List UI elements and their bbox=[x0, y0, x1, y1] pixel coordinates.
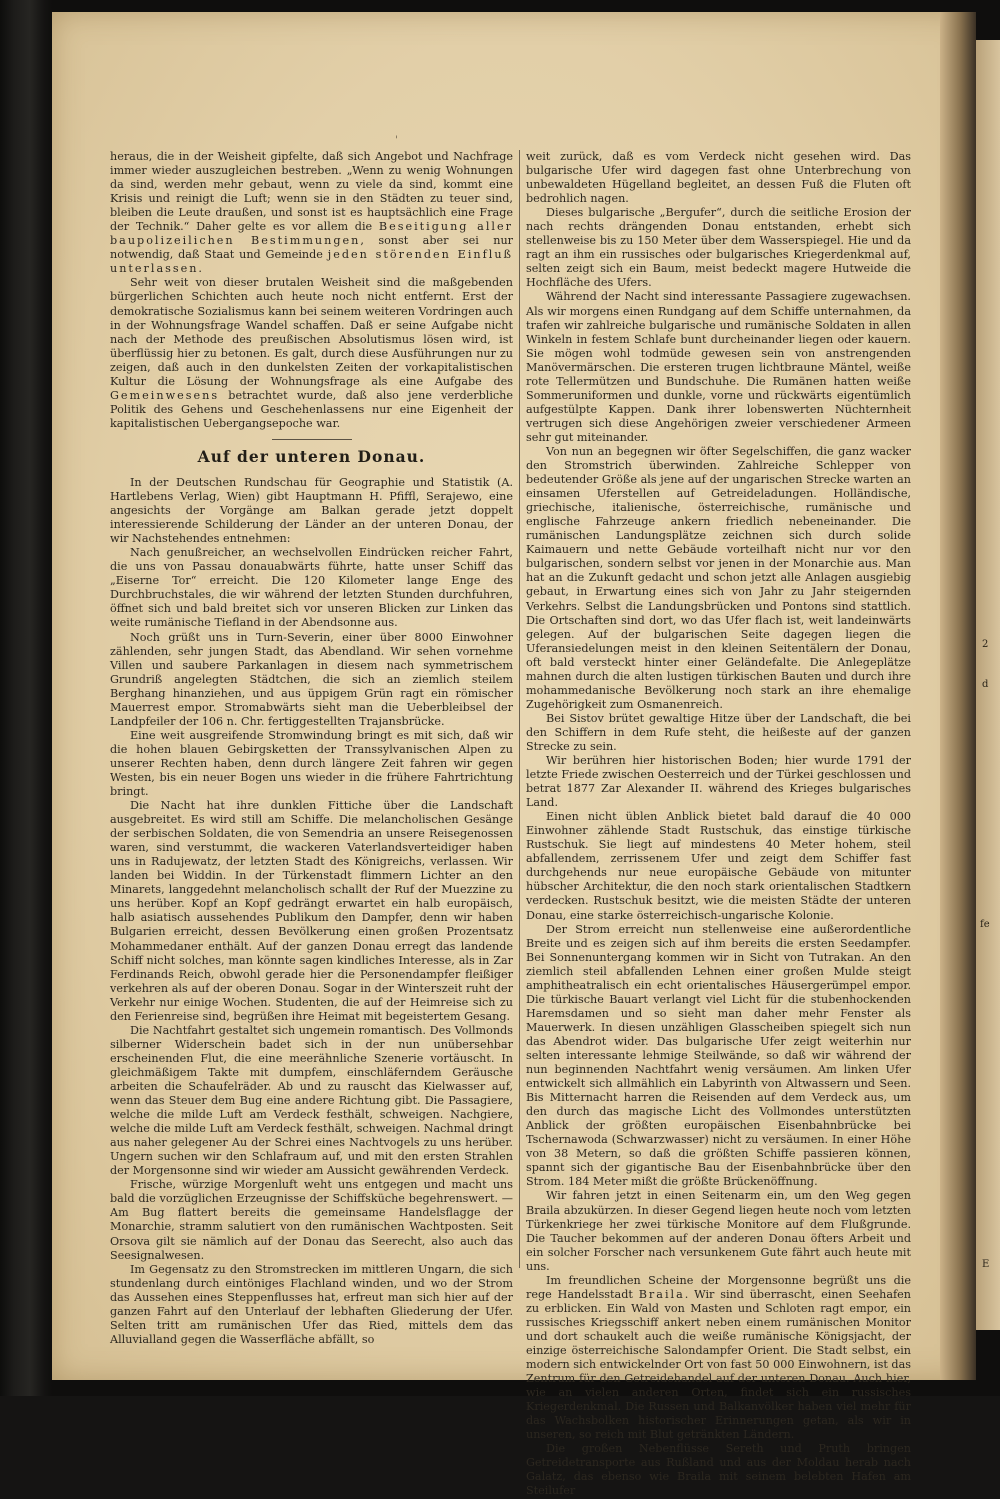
edge-fragment: 2 bbox=[982, 639, 989, 650]
section-divider bbox=[272, 439, 352, 440]
paragraph: Im Gegensatz zu den Stromstrecken im mittleren Ungarn, die sich stundenlang durch eintöniges Flachland winden, und wo der Strom das Aussehen eines Steppenflusses hat, erfreut man sich hier auf der ganzen Fahrt auf den Unterlauf der lebhaften Gliederung der Ufer. Selten tritt am rumänischen Ufer das Ried, mittels dem das Alluvialland gegen die Wasserfläche abfällt, so bbox=[110, 1262, 513, 1346]
paragraph: Eine weit ausgreifende Stromwindung bringt es mit sich, daß wir die hohen blauen Gebirgsketten der Transsylvanischen Alpen zu unserer Rechten haben, denn durch längere Zeit fahren wir gegen Westen, bis ein neuer Bogen uns wieder in die frühere Fahrtrichtung bringt. bbox=[110, 728, 513, 799]
paragraph: Einen nicht üblen Anblick bietet bald darauf die 40 000 Einwohner zählende Stadt Rustschuk, das einstige türkische Rustschuk. Sie liegt auf mindestens 40 Meter hohem, steil abfallendem, zerrissenem Ufer und zeigt dem Schiffer fast durchgehends nur neue europäische Gebäude von mitunter hübscher Architektur, die den noch stark orientalischen Stadtkern verdecken. Rustschuk besitzt, wie die meisten Städte der unteren Donau, eine starke österreichisch-ungarische Kolonie. bbox=[526, 810, 911, 922]
paragraph: Der Strom erreicht nun stellenweise eine außerordentliche Breite und es zeigen sich auf ihm bereits die ersten Seedampfer. Bei Sonnenuntergang kommen wir in Sicht von Tutrakan. An den ziemlich steil abfallenden Lehnen einer großen Mulde steigt amphitheatralisch ein echt orientalisches Häusergerümpel empor. Die türkische Bauart verlangt viel Licht für die stubenhockenden Haremsdamen und so sieht man daher mehr Fenster als Mauerwerk. In diesen unzähligen Glasscheiben spiegelt sich nun das Abendrot wider. Das bulgarische Ufer zeigt weiterhin nur selten interessante lehmige Steilwände, so daß wir während der nun beginnenden Nachtfahrt wenig versäumen. Am linken Ufer entwickelt sich allmählich ein Labyrinth von Altwassern und Seen. Bis Mitternacht harren die Reisenden auf dem Verdeck aus, um den durch das magische Licht des Vollmondes unterstützten Anblick der größten europäischen Eisenbahnbrücke bei Tschernawoda (Schwarzwasser) nicht zu versäumen. In einer Höhe von 38 Metern, so daß die größten Schiffe passieren können, spannt sich der gigantische Bau der Eisenbahnbrücke über den Strom. 184 Meter mißt die größte Brückenöffnung. bbox=[526, 922, 911, 1189]
paragraph: Noch grüßt uns in Turn-Severin, einer über 8000 Einwohner zählenden, sehr jungen Stadt, das Abendland. Wir sehen vornehme Villen und saubere Parkanlagen in diesem nach symmetrischem Grundriß angelegten Städtchen, die sich an ziemlich steilem Berghang hinanziehen, und aus üppigem Grün ragt ein römischer Mauerrest empor. Stromabwärts sieht man die Ueberbleibsel der Landpfeiler der 106 n. Chr. fertiggestellten Trajansbrücke. bbox=[110, 630, 513, 728]
paragraph: Die Nacht hat ihre dunklen Fittiche über die Landschaft ausgebreitet. Es wird still am Schiffe. Die melancholischen Gesänge der serbischen Soldaten, die von Semendria an unsere Reisegenossen waren, sind verstummt, die wackeren Vaterlandsverteidiger haben uns in Radujewatz, der letzten Stadt des Königreichs, verlassen. Wir landen bei Widdin. In der Türkenstadt flimmern Lichter an den Minarets, langgedehnt melancholisch schallt der Ruf der Muezzine zu uns herüber. Kopf an Kopf gedrängt erwartet ein halb europäisch, halb asiatisch aussehendes Publikum den Dampfer, denn wir haben Bulgarien erreicht, dessen Bevölkerung einen großen Prozentsatz Mohammedaner enthält. Auf der ganzen Donau erregt das landende Schiff nicht solches, man könnte sagen kindliches Interesse, als in Zar Ferdinands Reich, obwohl gerade hier die Personendampfer fleißiger verkehren als auf der oberen Donau. Sogar in der Winterszeit ruht der Verkehr nur einige Wochen. Studenten, die auf der Heimreise sich zu den Ferienreise sind, begrüßen ihre Heimat mit begeistertem Gesang. bbox=[110, 799, 513, 1023]
paragraph: Wir berühren hier historischen Boden; hier wurde 1791 der letzte Friede zwischen Oesterreich und der Türkei geschlossen und betrat 1877 Zar Alexander II. während des Krieges bulgarisches Land. bbox=[526, 754, 911, 810]
paragraph: Die Nachtfahrt gestaltet sich ungemein romantisch. Des Vollmonds silberner Widerschein badet sich in der nun unübersehbar erscheinenden Flut, die eine meerähnliche Szenerie vortäuscht. In gleichmäßigem Takte mit dumpfem, einschläferndem Geräusche arbeiten die Schaufelräder. Ab und zu rauscht das Kielwasser auf, wenn das Steuer dem Bug eine andere Richtung gibt. Die Passagiere, welche die milde Luft am Verdeck festhält, schweigen. Nachgiere, welche die milde Luft am Verdeck festhält, schweigen. Nachmal dringt aus naher gelegener Au der Schrei eines Nachtvogels zu uns herüber. Ungern suchen wir den Schlafraum auf, und mit den ersten Strahlen der Morgensonne sind wir wieder am Aussicht gewährenden Verdeck. bbox=[110, 1023, 513, 1178]
edge-fragment: d bbox=[982, 679, 989, 690]
paragraph: Bei Sistov brütet gewaltige Hitze über der Landschaft, die bei den Schiffern in dem Rufe steht, die heißeste auf der ganzen Strecke zu sein. bbox=[526, 711, 911, 753]
adjacent-page-edge bbox=[976, 40, 1000, 1330]
paragraph: Während der Nacht sind interessante Passagiere zugewachsen. Als wir morgens einen Rundgang auf dem Schiffe unternahmen, da trafen wir zahlreiche bulgarische und rumänische Soldaten in allen Winkeln in festem Schlafe bunt durcheinander liegen oder kauern. Sie mögen wohl todmüde gewesen sein von anstrengenden Manövermärschen. Die ersteren trugen lichtbraune Mäntel, weiße rote Tellermützen und Bundschuhe. Die Rumänen hatten weiße Sommeruniformen und dunkle, vorne und rückwärts eigentümlich aufgestülpte Kappen. Dank ihrer lobenswerten Nüchternheit vertrugen sich diese Angehörigen zweier verschiedener Armeen sehr gut miteinander. bbox=[526, 290, 911, 444]
page-mark: ' bbox=[395, 135, 398, 146]
edge-fragment: E bbox=[982, 1259, 990, 1270]
column-rule bbox=[519, 150, 520, 1268]
paragraph: Nach genußreicher, an wechselvollen Eindrücken reicher Fahrt, die uns von Passau donauabwärts führte, hatte unser Schiff das „Eiserne Tor“ erreicht. Die 120 Kilometer lange Enge des Durchbruchstales, die wir während der letzten Stunden durchfuhren, öffnet sich und bald breitet sich vor unseren Blicken zur Linken das weite rumänische Tiefland in der Abendsonne aus. bbox=[110, 546, 513, 630]
left-column bbox=[110, 150, 513, 1347]
book-gutter bbox=[940, 12, 976, 1380]
edge-fragment: fe bbox=[980, 919, 990, 930]
paragraph: Dieses bulgarische „Bergufer“, durch die seitliche Erosion der nach rechts drängenden Donau entstanden, erhebt sich stellenweise bis zu 150 Meter über dem Wasserspiegel. Hie und da ragt an ihm ein russisches oder bulgarisches Kriegerdenkmal auf, selten zeigt sich ein Baum, meist bedeckt magere Hutweide die Hochfläche des Ufers. bbox=[526, 206, 911, 290]
paragraph: Wir fahren jetzt in einen Seitenarm ein, um den Weg gegen Braila abzukürzen. In dieser Gegend liegen heute noch vom letzten Türkenkriege her zwei türkische Monitore auf dem Flußgrunde. Die Taucher bekommen auf der anderen Donau öfters Arbeit und ein solcher Forscher nach versunkenem Gute fährt auch heute mit uns. bbox=[526, 1189, 911, 1273]
paragraph: heraus, die in der Weisheit gipfelte, daß sich Angebot und Nachfrage immer wieder auszugleichen bestreben. „Wenn zu wenig Wohnungen da sind, werden mehr gebaut, wenn zu viele da sind, kommt eine Krisis und reinigt die Luft; wenn sie in den Städten zu teuer sind, bleiben die Leute draußen, und sonst ist es hauptsächlich eine Frage der Technik.“ Daher gelte es vor allem die Beseitigung aller baupolizeilichen Bestimmungen, sonst aber sei nur notwendig, daß Staat und Gemeinde jeden störenden Einfluß unterlassen. bbox=[110, 150, 514, 276]
paragraph: In der Deutschen Rundschau für Geographie und Statistik (A. Hartlebens Verlag, Wien) gibt Hauptmann H. Pfiffl, Serajewo, eine angesichts der Vorgänge am Balkan gerade jetzt doppelt interessierende Schilderung der Länder an der unteren Donau, der wir Nachstehendes entnehmen: bbox=[110, 475, 513, 546]
paragraph: Von nun an begegnen wir öfter Segelschiffen, die ganz wacker den Stromstrich überwinden. Zahlreiche Schlepper von bedeutender Größe als jene auf der ungarischen Strecke warten an einsamen Uferstellen auf Getreideladungen. Holländische, griechische, italienische, österreichische, rumänische und englische Fahrzeuge ankern friedlich nebeneinander. Die rumänischen Landungsplätze zeichnen sich durch solide Kaimauern und nette Gebäude vorteilhaft nicht nur vor den bulgarischen, sondern selbst vor jenen in der Monarchie aus. Man hat an die Zukunft gedacht und schon jetzt alle Anlagen ausgiebig gebaut, in Erwartung eines sich von Jahr zu Jahr steigernden Verkehrs. Selbst die Landungsbrücken und Pontons sind stattlich. Die Ortschaften sind dort, wo das Ufer flach ist, weit landeinwärts gelegen. Auf der bulgarischen Seite dagegen liegen die Uferansiedelungen meist in den kleinen Seitentälern der Donau, oft bald versteckt hinter einer Geländefalte. Die Anlegeplätze mahnen durch die alten lustigen türkischen Bauten und durch ihre mohammedanische Bevölkerung noch stark an ihre ehemalige Zugehörigkeit zum Osmanenreich. bbox=[526, 444, 911, 711]
paragraph: Die großen Nebenflüsse Sereth und Pruth bringen Getreidetransporte aus Rußland und aus der Moldau herab nach Galatz, das ebenso wie Braila mit seinem belebten Hafen am Steilufer bbox=[526, 1442, 911, 1498]
right-column bbox=[526, 150, 911, 1499]
paragraph: weit zurück, daß es vom Verdeck nicht gesehen wird. Das bulgarische Ufer wird dagegen fast ohne Unterbrechung von unbewaldeten Hügelland begleitet, an dessen Fuß die Fluten oft bedrohlich nagen. bbox=[526, 150, 911, 206]
paragraph: Frische, würzige Morgenluft weht uns entgegen und macht uns bald die vorzüglichen Erzeugnisse der Schiffsküche begehrenswert. — Am Bug flattert bereits die gemeinsame Handelsflagge der Monarchie, stramm salutiert von den rumänischen Wachtposten. Seit Orsova gilt sie nämlich auf der Donau das Seerecht, also auch das Seesignalwesen. bbox=[110, 1178, 513, 1262]
paragraph: Sehr weit von dieser brutalen Weisheit sind die maßgebenden bürgerlichen Schichten auch heute noch nicht entfernt. Erst der demokratische Sozialismus kann bei seinem weiteren Vordringen auch in der Wohnungsfrage Wandel schaffen. Daß er seine Aufgabe nicht nach der Methode des preußischen Absolutismus lösen wird, ist überflüssig hier zu betonen. Es galt, durch diese Ausführungen nur zu zeigen, daß auch in den dunkelsten Zeiten der vorkapitalistischen Kultur die Lösung der Wohnungsfrage als eine Aufgabe des Gemeinwesens betrachtet wurde, daß also jene verderbliche Politik des Gehens und Geschehenlassens nur eine Eigenheit der kapitalistischen Uebergangsepoche war. bbox=[110, 276, 513, 430]
article-headline: Auf der unteren Donau. bbox=[197, 446, 426, 466]
paragraph: Im freundlichen Scheine der Morgensonne begrüßt uns die rege Handelsstadt Braila. Wir sind überrascht, einen Seehafen zu erblicken. Ein Wald von Masten und Schloten ragt empor, ein russisches Kriegsschiff ankert neben einem rumänischen Monitor und dort schaukelt auch die weiße rumänische Königsjacht, der einzige österreichische Salondampfer Orient. Die Stadt selbst, ein modern sich entwickelnder Ort von fast 50 000 Einwohnern, ist das Zentrum für den Getreidehandel auf der unteren Donau. Auch hier, wie an vielen anderen Orten, findet sich ein russisches Kriegerdenkmal. Die Russen und Balkanvölker haben viel mehr für das Wachsbolken historischer Erinnerungen getan, als wir in unseren, so reich mit Blut getränkten Ländern. bbox=[526, 1273, 911, 1442]
